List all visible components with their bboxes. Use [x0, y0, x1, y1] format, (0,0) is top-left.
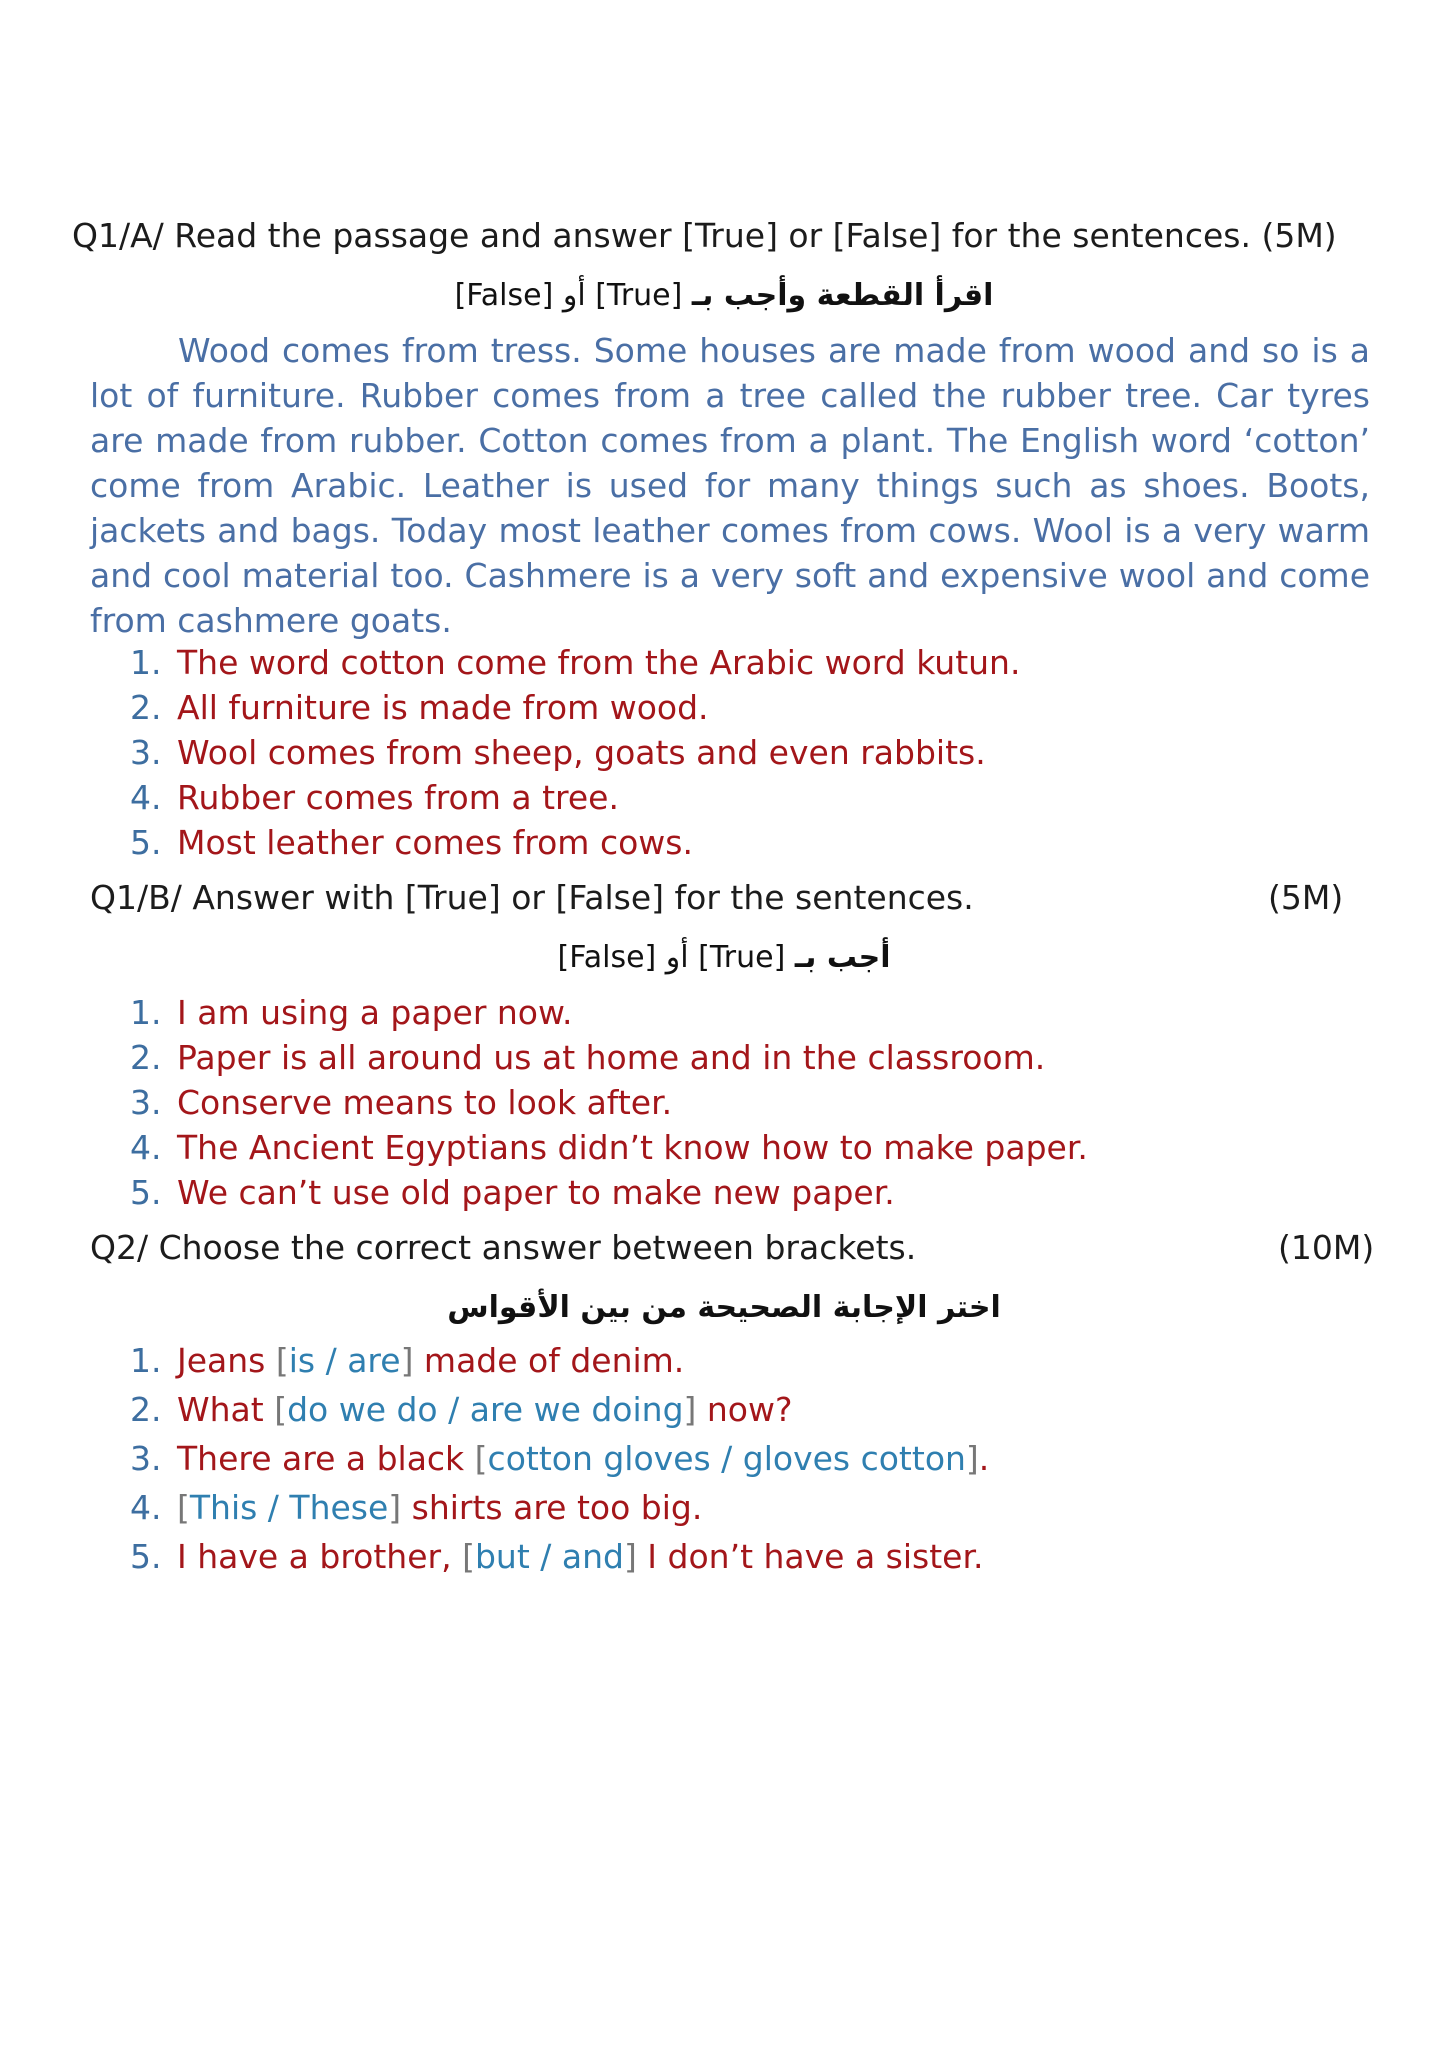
q1a-arabic-text: اقرأ القطعة وأجب بـ	[691, 278, 994, 313]
q2-list	[130, 1336, 989, 1581]
list-item: 2. What [do we do / are we doing] now?	[130, 1390, 793, 1429]
q2-marks: (10M)	[1278, 1228, 1375, 1267]
q1b-list	[130, 990, 1088, 1215]
list-item: 5. I have a brother, [but / and] I don’t have a sister.	[130, 1537, 984, 1576]
list-item: 4. The Ancient Egyptians didn’t know how to make paper.	[130, 1128, 1088, 1167]
q1a-arabic-options: [True] أو [False]	[454, 278, 683, 313]
list-item: 5. Most leather comes from cows.	[130, 823, 693, 862]
q1b-marks: (5M)	[1268, 878, 1344, 917]
list-item: 3. There are a black [cotton gloves / gloves cotton].	[130, 1439, 990, 1478]
list-item: 3. Wool comes from sheep, goats and even rabbits.	[130, 733, 986, 772]
answer-options: This / These	[189, 1488, 389, 1527]
list-item: 5. We can’t use old paper to make new paper.	[130, 1173, 895, 1212]
answer-options: cotton gloves / gloves cotton	[487, 1439, 966, 1478]
q1a-heading: Q1/A/ Read the passage and answer [True] or [False] for the sentences. (5M)	[72, 216, 1337, 255]
answer-options: but / and	[474, 1537, 624, 1576]
list-item: 1. The word cotton come from the Arabic word kutun.	[130, 643, 1021, 682]
list-item: 3. Conserve means to look after.	[130, 1083, 673, 1122]
answer-options: is / are	[288, 1341, 401, 1380]
q1b-arabic-instruction	[0, 940, 1448, 975]
q1a-list	[130, 640, 1020, 865]
list-item: 1. I am using a paper now.	[130, 993, 573, 1032]
reading-passage: Wood comes from tress. Some houses are made from wood and so is a lot of furniture. Rubber comes from a tree called the rubber tree. Car tyres are made from rubber. Cotton comes from a plant. The English word ‘cotton’ come from Arabic. Leather is used for many things such as shoes. Boots, jackets and bags. Today most leather comes from cows. Wool is a very warm and cool material too. Cashmere is a very soft and expensive wool and come from cashmere goats.	[90, 331, 1370, 640]
q2-heading: Q2/ Choose the correct answer between brackets.	[90, 1228, 917, 1267]
q1a-arabic-instruction	[0, 278, 1448, 313]
q2-arabic-instruction: اختر الإجابة الصحيحة من بين الأقواس	[447, 1290, 1001, 1325]
list-item: 4. Rubber comes from a tree.	[130, 778, 619, 817]
list-item: 2. Paper is all around us at home and in the classroom.	[130, 1038, 1046, 1077]
list-item: 1. Jeans [is / are] made of denim.	[130, 1341, 685, 1380]
answer-options: do we do / are we doing	[287, 1390, 684, 1429]
q1b-heading: Q1/B/ Answer with [True] or [False] for the sentences.	[90, 878, 974, 917]
list-item: 2. All furniture is made from wood.	[130, 688, 709, 727]
list-item: 4. [This / These] shirts are too big.	[130, 1488, 703, 1527]
q1b-arabic-text: أجب بـ	[794, 940, 891, 975]
q1b-arabic-options: [True] أو [False]	[557, 940, 786, 975]
